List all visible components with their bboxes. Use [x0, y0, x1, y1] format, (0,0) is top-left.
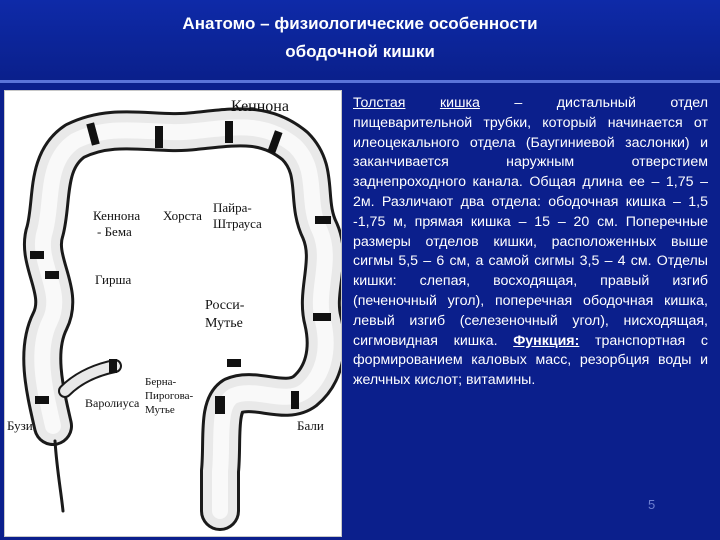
label-girsha: Гирша	[95, 272, 132, 287]
definition-text: – дистальный отдел пищеварительной трубки, который начинается от илеоцекального отдела (Баугиниевой заслонки) и заканчивается наружным отверстием заднепроходного канала. Общая длина ее – 1,75 –2м. Различают два отдела: ободочная кишка – 1,5 -1,75 м, прямая кишка – 15 – 20 см. Поперечные размеры отделов кишки, расположенных выше сигмы 5,5 – 6 см, а самой сигмы 3,5 – 4 см. Отделы кишки: слепая, восходящая, правый изгиб (печеночный угол), поперечная ободочная кишка, левый изгиб (селезеночный угол), нисходящая, сигмовидная кишка.	[353, 95, 709, 349]
header-divider	[0, 80, 720, 83]
colon-diagram	[4, 90, 342, 537]
label-horsta: Хорста	[163, 208, 202, 223]
body-text	[353, 94, 708, 391]
sphincter-kennona-mark	[225, 121, 233, 143]
label-payra-2: Штрауса	[213, 216, 262, 231]
colon-illustration	[5, 91, 341, 536]
sphincter-mark	[313, 313, 331, 321]
function-label: Функция:	[513, 332, 580, 349]
page-number: 5	[648, 497, 656, 512]
label-buzi: Бузи	[7, 418, 33, 433]
term-tolstaya: Толстая	[353, 95, 406, 111]
slide-title-line1: Анатомо – физиологические особенности	[182, 14, 538, 33]
sphincter-varoliusa-mark	[109, 359, 117, 373]
sphincter-berna-mark	[215, 396, 225, 414]
label-kennona-bema-2: - Бема	[97, 224, 132, 239]
sphincter-bali-mark	[291, 391, 299, 409]
slide-header	[0, 0, 720, 84]
sphincter-horsta-mark	[155, 126, 163, 148]
label-berna-3: Мутье	[145, 404, 175, 416]
label-bali: Бали	[297, 418, 324, 433]
function-text: транспортная с формированием каловых масс, резорбция воды и желчных кислот; витамины.	[353, 332, 708, 389]
label-varoliusa: Варолиуса	[85, 396, 140, 410]
label-rossi-1: Росси-	[205, 298, 245, 313]
sphincter-buzi-mark	[35, 396, 49, 404]
label-rossi-2: Мутье	[205, 316, 243, 331]
label-berna-2: Пирогова-	[145, 390, 194, 402]
term-kishka: кишка	[439, 95, 480, 111]
sphincter-mark	[45, 271, 59, 279]
sphincter-payra-mark	[315, 216, 331, 224]
sphincter-girsha-mark	[30, 251, 44, 259]
sphincter-rossi-mark	[227, 359, 241, 367]
label-berna-1: Берна-	[145, 376, 177, 388]
label-kennona: Кеннона	[231, 98, 289, 115]
slide-title-line2: ободочной кишки	[285, 42, 435, 61]
label-kennona-bema-1: Кеннона	[93, 208, 141, 223]
label-payra-1: Пайра-	[213, 200, 252, 215]
